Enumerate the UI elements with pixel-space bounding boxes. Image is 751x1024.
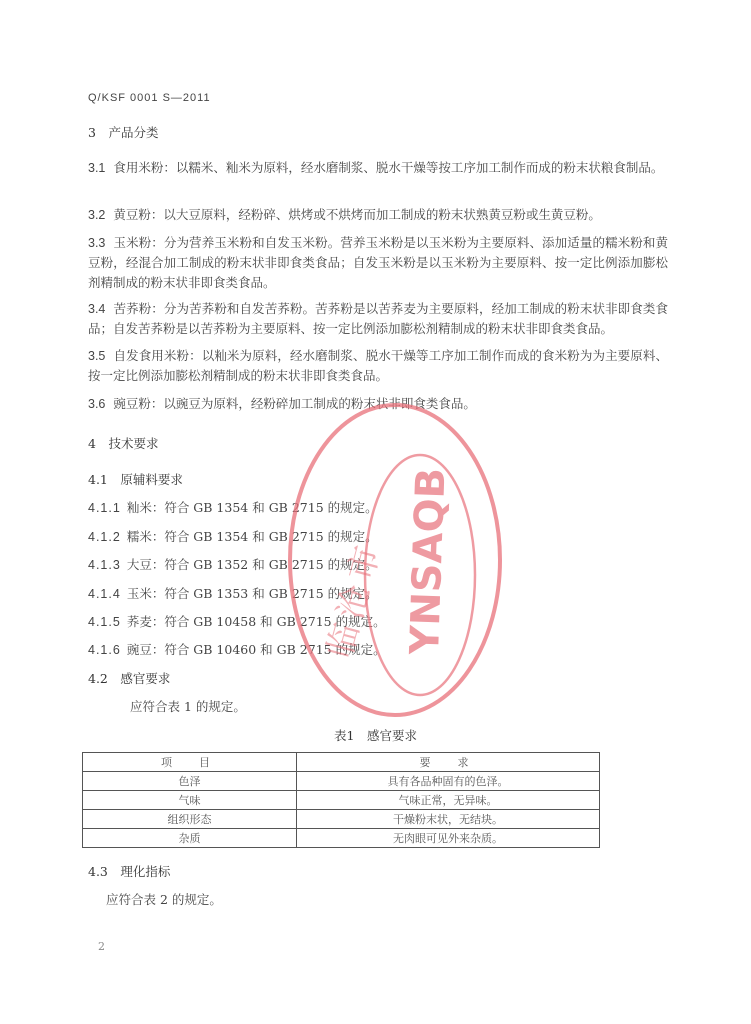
stamp-outer-text: 临沧市: [320, 536, 390, 663]
table-sensory-requirements: [82, 752, 600, 848]
clause-text: 玉米：符合 GB 1353 和 GB 2715 的规定。: [126, 586, 378, 601]
table-row: [83, 810, 600, 829]
section-4-title: 4 技术要求: [88, 436, 159, 451]
clause-number: 3.5: [88, 349, 106, 363]
clause-number: 4.1.2: [88, 530, 121, 544]
section-4-2-text: 应符合表 1 的规定。: [130, 699, 246, 714]
page-number: 2: [98, 940, 105, 953]
stamp-inner-ring: [365, 455, 475, 695]
table-row: [83, 772, 600, 791]
clause-4-1-6: [88, 640, 386, 658]
section-4-2-title: 4.2 感官要求: [88, 671, 171, 686]
paragraph-3-1: [88, 158, 668, 178]
clause-number: 4.1.4: [88, 587, 121, 601]
clause-text: 玉米粉：分为营养玉米粉和自发玉米粉。营养玉米粉是以玉米粉为主要原料、添加适量的糯米粉和黄豆粉，经混合加工制成的粉末状非即食类食品；自发玉米粉是以玉米粉为主要原料、按一定比例添加膨松剂精制成的粉末状非即食类食品。: [88, 235, 668, 290]
paragraph-3-3: [88, 233, 668, 293]
clause-text: 食用米粉：以糯米、籼米为原料，经水磨制浆、脱水干燥等按工序加工制作而成的粉末状粮食制品。: [113, 160, 664, 175]
clause-number: 4.1.6: [88, 643, 121, 657]
clause-4-1-3: [88, 555, 378, 573]
table-row: [83, 829, 600, 848]
clause-text: 自发食用米粉：以籼米为原料，经水磨制浆、脱水干燥等工序加工制作而成的食米粉为为主要原料、按一定比例添加膨松剂精制成的粉末状非即食类食品。: [88, 348, 668, 383]
paragraph-3-6: [88, 394, 668, 414]
paragraph-3-5: [88, 346, 668, 386]
clause-4-1-2: [88, 527, 378, 545]
table-1-caption: 表1 感官要求: [334, 728, 417, 743]
clause-text: 籼米：符合 GB 1354 和 GB 2715 的规定。: [126, 500, 378, 515]
section-4-1-title: 4.1 原辅料要求: [88, 472, 183, 487]
table-cell-requirement: 气味正常，无异味。: [297, 791, 600, 810]
section-4-3-text: 应符合表 2 的规定。: [106, 892, 222, 907]
section-3-title: 3 产品分类: [88, 125, 159, 140]
section-4-3-title: 4.3 理化指标: [88, 864, 171, 879]
clause-text: 大豆：符合 GB 1352 和 GB 2715 的规定。: [126, 557, 378, 572]
clause-number: 4.1.1: [88, 501, 121, 515]
clause-text: 糯米：符合 GB 1354 和 GB 2715 的规定。: [126, 529, 378, 544]
clause-4-1-5: [88, 612, 386, 630]
clause-text: 黄豆粉：以大豆原料，经粉碎、烘烤或不烘烤而加工制成的粉末状熟黄豆粉或生黄豆粉。: [113, 207, 601, 222]
table-cell-requirement: 无肉眼可见外来杂质。: [297, 829, 600, 848]
clause-number: 4.1.3: [88, 558, 121, 572]
table-cell-item: 杂质: [83, 829, 297, 848]
clause-4-1-1: [88, 498, 378, 516]
paragraph-3-2: [88, 205, 668, 225]
table-cell-item: 气味: [83, 791, 297, 810]
document-code: Q/KSF 0001 S—2011: [88, 92, 211, 104]
clause-number: 4.1.5: [88, 615, 121, 629]
clause-number: 3.3: [88, 236, 106, 250]
clause-number: 3.6: [88, 397, 106, 411]
clause-text: 苦荞粉：分为苦荞粉和自发苦荞粉。苦荞粉是以苦荞麦为主要原料，经加工制成的粉末状非即食类食品；自发苦荞粉是以苦荞粉为主要原料、按一定比例添加膨松剂精制成的粉末状非即食类食品。: [88, 301, 668, 336]
table-cell-item: 组织形态: [83, 810, 297, 829]
paragraph-3-4: [88, 299, 668, 339]
table-cell-requirement: 干燥粉末状，无结块。: [297, 810, 600, 829]
table-cell-requirement: 具有各品种固有的色泽。: [297, 772, 600, 791]
clause-4-1-4: [88, 584, 378, 602]
table-cell-item: 色泽: [83, 772, 297, 791]
table-row: [83, 791, 600, 810]
clause-number: 3.1: [88, 161, 106, 175]
clause-number: 3.2: [88, 208, 106, 222]
clause-text: 荞麦：符合 GB 10458 和 GB 2715 的规定。: [126, 614, 386, 629]
table-header-item: 项 目: [83, 753, 297, 772]
clause-text: 豌豆：符合 GB 10460 和 GB 2715 的规定。: [126, 642, 386, 657]
table-header-row: [83, 753, 600, 772]
clause-text: 豌豆粉：以豌豆为原料，经粉碎加工制成的粉末状非即食类食品。: [113, 396, 476, 411]
table-header-requirement: 要 求: [297, 753, 600, 772]
clause-number: 3.4: [88, 302, 106, 316]
stamp-inner-text: YNSAQB: [402, 467, 455, 656]
